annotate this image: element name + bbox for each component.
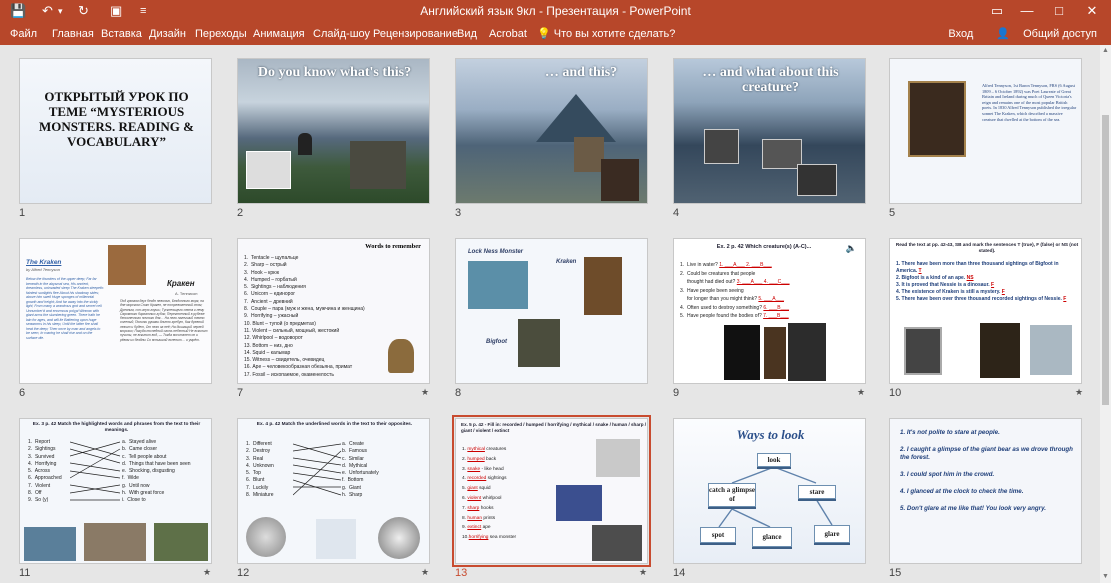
list-item: 5. Top bbox=[246, 470, 261, 477]
label-kraken: Kraken bbox=[556, 259, 577, 265]
dragon-illustration bbox=[556, 485, 602, 521]
poem-title-en: The Kraken bbox=[26, 259, 62, 266]
list-item: 3. Have people been seeing bbox=[680, 287, 744, 294]
slide-thumbnail[interactable] bbox=[19, 58, 212, 204]
list-item: 1. It's not polite to stare at people. bbox=[900, 429, 1000, 436]
list-item: 4. Unknown bbox=[246, 462, 274, 469]
nessie-photo bbox=[246, 151, 291, 189]
diagram-node-spot: spot bbox=[700, 527, 736, 543]
list-item: 5. There have been over three thousand recorded sightings of Nessie. F bbox=[896, 296, 1067, 302]
list-item: 11. Violent – сильный, мощный, жестокий bbox=[244, 327, 340, 334]
slide-thumbnail[interactable] bbox=[19, 238, 212, 384]
meanings-column bbox=[122, 439, 191, 505]
list-item: for longer than you might think? 5. ___A___ bbox=[686, 296, 784, 302]
list-item: 8. Miniature bbox=[246, 492, 274, 499]
slide-header: Ex. 2 p. 42 Which creature(s) (A-C)... bbox=[716, 244, 812, 250]
slide-number: 14 bbox=[673, 567, 686, 579]
list-item: 2. Could be creatures that people bbox=[680, 270, 756, 277]
slide-thumbnail[interactable] bbox=[673, 418, 866, 564]
list-item: 3. Hook – крюк bbox=[244, 269, 280, 276]
list-item: 6. Approached bbox=[28, 475, 62, 482]
sea-monster-illustration bbox=[592, 525, 642, 561]
animation-star-icon: ★ bbox=[639, 567, 648, 577]
kraken-photo bbox=[574, 137, 604, 172]
forest-photo bbox=[154, 523, 208, 561]
list-item: 8. Couple – пара (муж и жена, мужчина и женщина) bbox=[244, 306, 365, 313]
customize-toolbar-icon[interactable]: ≡ bbox=[140, 5, 147, 17]
slide-header: Read the text at pp. 42-43, SB and mark the sentences T (true), F (false) or NS (not stated). bbox=[895, 242, 1079, 253]
list-item: 4. recorded sightings bbox=[462, 476, 507, 482]
kraken-illustration bbox=[108, 245, 146, 285]
account-tools bbox=[938, 27, 1097, 41]
slide-title: Do you know what's this? bbox=[257, 65, 412, 80]
list-item: 4. Humped – горбатый bbox=[244, 276, 297, 283]
slide-header: Ex. 5 p. 42 - Fill in: recorded / humped / horrifying / mythical / snake / human / sharp / giant / violent / extinct bbox=[461, 422, 647, 433]
animation-star-icon: ★ bbox=[421, 387, 430, 397]
minimize-icon[interactable]: — bbox=[1020, 3, 1034, 18]
list-item: 6. Blunt bbox=[246, 477, 265, 484]
slide-number: 3 bbox=[455, 207, 462, 219]
list-item: 5. Don't glare at me like that! You look very angry. bbox=[900, 505, 1047, 512]
slide-thumbnail[interactable] bbox=[19, 418, 212, 564]
list-item: 7. sharp hooks bbox=[462, 505, 494, 511]
slide-number: 15 bbox=[889, 567, 902, 579]
list-item: 9. extinct ape bbox=[462, 525, 491, 531]
list-item: a. Create bbox=[342, 441, 364, 447]
diagram-node-catch-a-glimpse: catch a glimpse of bbox=[708, 483, 756, 507]
undo-dropdown-icon[interactable]: ▾ bbox=[58, 6, 63, 16]
list-item: 3. Real bbox=[246, 455, 264, 462]
slide-number: 13 bbox=[455, 567, 468, 579]
nessie-photo bbox=[24, 527, 76, 561]
list-item: c. Similar bbox=[342, 455, 364, 462]
poem-text-en: Below the thunders of the upper deep; Far far beneath in the abysmal sea, His ancient, dreamless, uninvaded sleep The Kraken sleepeth: faintest sunlights flee About his shadowy sides; above him swell Huge sponges of millennial growth and height; And far away into the sickly light, From many a wondrous grot and secret cell Unnumber'd and enormous polypi Winnow with giant arms the slumbering green. There hath he lain for ages, and will lie Battening upon huge seaworms in his sleep, Until the latter fire shall heat the deep; Then once by man and angels to be seen, In roaring he shall rise and on the surface die. bbox=[26, 277, 104, 340]
list-item: h. With great force bbox=[122, 490, 165, 497]
share-label: Общий доступ bbox=[1023, 28, 1097, 40]
list-item: 16. Ape – человекообразная обезьяна, примат bbox=[244, 364, 353, 371]
list-item: 5. giant squid bbox=[462, 486, 491, 492]
vertical-scrollbar[interactable] bbox=[1100, 45, 1111, 583]
nessie-photo bbox=[468, 261, 528, 309]
slide-thumbnail[interactable] bbox=[455, 238, 648, 384]
list-item: e. Shocking, disgusting bbox=[122, 468, 175, 475]
list-item: f. Bottom bbox=[342, 477, 364, 484]
list-item: 12. Whirlpool – водоворот bbox=[244, 335, 303, 342]
list-item: 6. violent whirlpool bbox=[462, 495, 502, 501]
animation-star-icon: ★ bbox=[203, 567, 212, 577]
slide-thumbnail[interactable] bbox=[673, 58, 866, 204]
save-icon[interactable]: 💾 bbox=[10, 3, 27, 18]
list-item: 1. Report bbox=[28, 439, 50, 445]
slide-number: 9 bbox=[673, 387, 680, 399]
diagram-node-glance: glance bbox=[752, 527, 792, 547]
slide-thumbnail[interactable] bbox=[889, 58, 1082, 204]
slide-thumbnail[interactable] bbox=[237, 418, 430, 564]
tell-me-search[interactable] bbox=[537, 27, 675, 41]
tab-acrobat[interactable]: Acrobat bbox=[489, 28, 527, 40]
nessie-photo bbox=[1030, 325, 1072, 375]
list-item: 4. Often used to destroy something? 6. ___B___ bbox=[680, 304, 789, 311]
example-sentences bbox=[900, 429, 1076, 513]
list-item: 9. So (y) bbox=[28, 497, 49, 504]
slide-header: Ex. 3 p. 42 Match the highlighted words and phrases from the text to their meanings. bbox=[32, 422, 201, 433]
window-title: Английский язык 9кл - Презентация - PowerPoint bbox=[420, 4, 691, 18]
list-item: h. Sharp bbox=[342, 492, 363, 499]
tf-list bbox=[896, 261, 1078, 303]
list-item: 10. Blunt – тупой (о предметах) bbox=[244, 320, 316, 327]
tab-insert[interactable]: Вставка bbox=[101, 28, 142, 40]
list-item: 4. Horrifying bbox=[28, 460, 57, 467]
slide-number: 2 bbox=[237, 207, 244, 219]
poem-author-en: by Alfred Tennyson bbox=[26, 267, 60, 272]
list-item: 8. Off bbox=[28, 490, 42, 497]
castle-ruin bbox=[350, 141, 406, 189]
slide-number: 4 bbox=[673, 207, 680, 219]
slide-number: 1 bbox=[19, 207, 26, 219]
list-item: 2. Bigfoot is a kind of an ape. NS bbox=[896, 275, 974, 281]
slide-number: 7 bbox=[237, 387, 244, 399]
list-item: 15. Witness – свидетель, очевидец bbox=[244, 357, 325, 364]
slide-text: Alfred Tennyson, 1st Baron Tennyson, FRS (6 August 1809 – 6 October 1892) was Poet Laureate of Great Britain and Ireland during much of Queen Victoria's reign and remains one of the most popular British poets. In 1830 Alfred Tennyson published the irregular sonnet The Kraken, which described a massive creature that dwelled at the bottom of the sea. bbox=[982, 83, 1077, 122]
slide-thumbnail[interactable] bbox=[455, 58, 648, 204]
words-column bbox=[28, 439, 62, 505]
slide-title: … and what about this creature? bbox=[702, 65, 839, 95]
list-item: b. Came closer bbox=[122, 446, 158, 453]
kraken-photo bbox=[904, 327, 942, 375]
scrollbar-thumb[interactable] bbox=[1102, 115, 1109, 405]
list-item: 1. mythical creatures bbox=[462, 447, 507, 452]
bigfoot-photo bbox=[601, 159, 639, 201]
slide-header: Words to remember bbox=[365, 243, 421, 250]
list-item: 2. Destroy bbox=[246, 448, 271, 455]
words-column bbox=[246, 441, 274, 499]
list-item: 3. I could spot him in the crowd. bbox=[900, 471, 995, 478]
list-item: 6. Unicorn – единорог bbox=[244, 291, 296, 298]
list-item: f. Wide bbox=[122, 475, 139, 482]
list-item: 13. Bottom – низ, дно bbox=[244, 342, 293, 349]
diagram-node-glare: glare bbox=[814, 525, 850, 543]
poem-text-ru: Под громом двух бездн неволью, Бездонного моря, на дне морском Спит Кракен, не потревоженный сном; Древним, сон иную глушь; Тускнеющего света к нему Огромного бархатных губок; Перегноенный в рубеже бесконечного ночного дня… На него налегший темно соленый; Полипы руками длинно гребут, Как древний лежит и будет, От него за неё; На дышащий червей морских; Покуда последний огонь небесный Не вскипит пучины, не вскипит вод, — Тогда восстанет он и рёвом из бездны Со вспышкой вспенит… и умрёт. bbox=[120, 299, 208, 342]
monster-illustration bbox=[596, 439, 640, 477]
animation-star-icon: ★ bbox=[1075, 387, 1084, 397]
list-item: a. Stayed alive bbox=[122, 439, 157, 445]
list-item: 1. Live in water? 1. ___A___ 2. ___B___ bbox=[680, 262, 772, 268]
vocab-list bbox=[244, 255, 365, 379]
list-item: 10.horrifying sea monster bbox=[462, 535, 517, 541]
label-lock-ness: Lock Ness Monster bbox=[468, 249, 524, 255]
list-item: 2. Sharp – острый bbox=[244, 262, 287, 269]
slide-number: 11 bbox=[19, 567, 31, 579]
bigfoot-photo bbox=[518, 319, 560, 367]
diagram-node-stare: stare bbox=[798, 485, 836, 499]
list-item: g. Giant bbox=[342, 484, 361, 491]
video-frame bbox=[724, 325, 760, 380]
list-item: 7. Luckily bbox=[246, 484, 269, 491]
user-icon: 👤 bbox=[996, 28, 1011, 40]
list-item: 5. Sightings – наблюдения bbox=[244, 284, 306, 291]
list-item: g. Until now bbox=[122, 482, 150, 489]
tab-design[interactable]: Дизайн bbox=[149, 28, 186, 40]
share-button[interactable] bbox=[986, 28, 1097, 40]
tab-file[interactable]: Файл bbox=[10, 28, 38, 40]
tab-animations[interactable]: Анимация bbox=[253, 28, 305, 40]
tab-slideshow[interactable]: Слайд-шоу bbox=[313, 28, 371, 40]
tennyson-portrait bbox=[908, 81, 966, 157]
list-item: 7. Ancient – древний bbox=[244, 298, 293, 305]
ribbon-tabs bbox=[0, 23, 1111, 45]
unicorn-drawing bbox=[316, 519, 356, 559]
tab-review[interactable]: Рецензирование bbox=[373, 28, 458, 40]
tab-transitions[interactable]: Переходы bbox=[195, 28, 247, 40]
list-item: 7. Violent bbox=[28, 482, 51, 489]
close-icon[interactable]: ✕ bbox=[1086, 3, 1098, 18]
list-item: d. Mythical bbox=[342, 462, 368, 469]
list-item: 8. human prints bbox=[462, 515, 496, 521]
bigfoot-photo bbox=[980, 323, 1020, 378]
list-item: thought had died out? 3. ___A___ 4. ___C___ bbox=[686, 279, 790, 285]
scroll-down-icon[interactable]: ▼ bbox=[1102, 573, 1109, 580]
slide-header: Ex. 4 p. 42 Match the underlined words in the text to their opposites. bbox=[256, 422, 413, 427]
slide-thumbnail[interactable] bbox=[237, 58, 430, 204]
list-item: 3. snake - like head bbox=[462, 466, 504, 472]
maximize-icon[interactable]: □ bbox=[1055, 3, 1063, 18]
opposites-column bbox=[342, 441, 379, 499]
diagram-node-look: look bbox=[757, 453, 791, 467]
redo-icon[interactable]: ↻ bbox=[78, 3, 89, 18]
kraken-photo bbox=[84, 523, 146, 561]
list-item: 2. Sightings bbox=[28, 446, 56, 453]
tab-view[interactable]: Вид bbox=[457, 28, 477, 40]
sign-in-link[interactable]: Вход bbox=[948, 28, 974, 40]
list-item: 1. Different bbox=[246, 441, 272, 447]
scroll-up-icon[interactable]: ▲ bbox=[1102, 47, 1109, 54]
slide-thumbnail[interactable] bbox=[889, 418, 1082, 564]
list-item: 2. humped back bbox=[462, 456, 497, 462]
list-item: 1. There have been more than three thousand sightings of Bigfoot in America. T bbox=[896, 261, 1059, 274]
start-slideshow-icon[interactable]: ▣ bbox=[110, 3, 123, 18]
fill-in-list bbox=[462, 445, 516, 543]
list-item: 1. Tentacle – щупальце bbox=[244, 255, 299, 261]
slide-title: Ways to look bbox=[736, 427, 805, 442]
slide-title: … and this? bbox=[544, 65, 618, 80]
slide-number: 10 bbox=[889, 387, 902, 399]
kraken-photo bbox=[584, 257, 622, 315]
coin-unicorn bbox=[378, 517, 420, 559]
list-item: 5. Across bbox=[28, 468, 50, 475]
list-item: b. Famous bbox=[342, 448, 368, 455]
slide-number: 12 bbox=[237, 567, 250, 579]
list-item: 4. The existence of Kraken is still a mystery. F bbox=[896, 289, 1005, 295]
matching-lines bbox=[293, 441, 343, 503]
tab-home[interactable]: Главная bbox=[52, 28, 94, 40]
slide-thumbnail[interactable] bbox=[237, 238, 430, 384]
list-item: e. Unfortunately bbox=[342, 470, 379, 477]
list-item: 17. Fossil – ископаемое, окаменелость bbox=[244, 371, 334, 378]
slide-number: 8 bbox=[455, 387, 462, 399]
kraken-drawing bbox=[797, 164, 837, 196]
coin-bigfoot bbox=[246, 517, 286, 557]
kraken-drawing bbox=[704, 129, 739, 164]
list-item: i. Close to bbox=[122, 497, 146, 504]
list-item: 14. Squid – кальмар bbox=[244, 349, 291, 356]
slide-thumbnail[interactable] bbox=[673, 238, 866, 384]
list-item: 9. Horrifying – ужасный bbox=[244, 313, 299, 320]
question-list bbox=[680, 261, 790, 321]
mountain-shape bbox=[536, 94, 616, 142]
slide-number: 5 bbox=[889, 207, 896, 219]
bigfoot-photo bbox=[788, 323, 826, 381]
poem-title-ru: Кракен bbox=[167, 279, 195, 288]
animation-star-icon: ★ bbox=[857, 387, 866, 397]
tell-me-label: Что вы хотите сделать? bbox=[553, 28, 676, 40]
undo-icon[interactable]: ↶ bbox=[42, 3, 53, 18]
bigfoot-photo bbox=[764, 327, 786, 379]
slide-title: ОТКРЫТЫЙ УРОК ПО ТЕМЕ “MYSTERIOUS MONSTERS. READING & VOCABULARY” bbox=[39, 89, 194, 149]
lightbulb-icon: 💡 bbox=[537, 28, 551, 40]
list-item: 5. Have people found the bodies of? 7. ___B___ bbox=[680, 313, 789, 319]
list-item: 3. Survived bbox=[28, 453, 55, 460]
list-item: 2. I caught a glimpse of the giant bear as we drove through the forest. bbox=[900, 446, 1073, 461]
label-bigfoot: Bigfoot bbox=[486, 339, 507, 345]
nessie-silhouette bbox=[298, 133, 312, 155]
list-item: d. Things that have been seen bbox=[122, 460, 191, 467]
bigfoot-figure bbox=[388, 339, 414, 373]
slide-sorter bbox=[0, 45, 1100, 583]
list-item: c. Tell people about bbox=[122, 453, 167, 460]
animation-star-icon: ★ bbox=[421, 567, 430, 577]
poem-author-ru: А. Теннисон bbox=[175, 291, 198, 296]
slide-thumbnail-selected[interactable] bbox=[455, 418, 648, 564]
matching-lines bbox=[70, 439, 122, 509]
slide-thumbnail[interactable] bbox=[889, 238, 1082, 384]
title-bar bbox=[0, 0, 1111, 23]
slide-number: 6 bbox=[19, 387, 26, 399]
speaker-icon: 🔈 bbox=[845, 243, 857, 253]
list-item: 3. It is proved that Nessie is a dinosaur. F bbox=[896, 282, 995, 288]
list-item: 4. I glanced at the clock to check the time. bbox=[900, 488, 1024, 495]
kraken-drawing bbox=[762, 139, 802, 169]
ribbon-display-options-icon[interactable]: ▭ bbox=[990, 3, 1004, 18]
